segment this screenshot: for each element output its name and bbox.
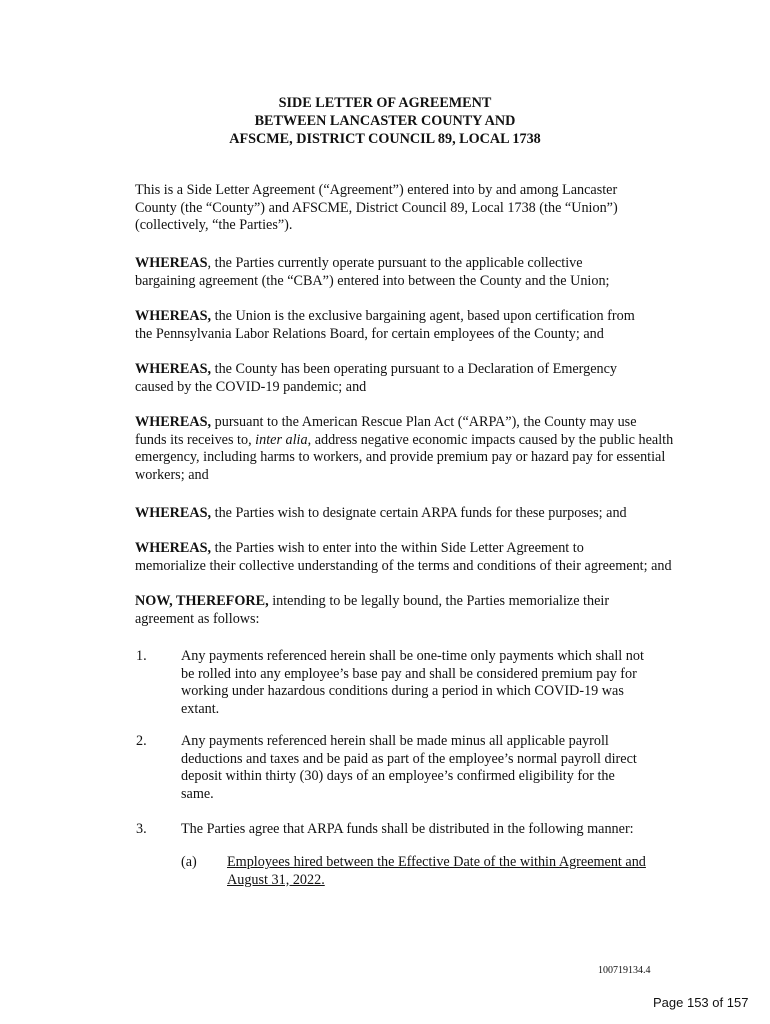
now-therefore-paragraph — [62, 593, 755, 628]
paragraph-lead: WHEREAS, — [135, 361, 212, 377]
paragraph-italic: inter alia — [255, 431, 308, 448]
paragraph-text: the Parties wish to designate certain ARPA funds for these purposes; and — [211, 505, 627, 521]
page-number: Page 153 of 157 — [653, 995, 749, 1010]
document-id: 100719134.4 — [598, 965, 651, 976]
intro-paragraph — [62, 182, 755, 235]
item-text: Any payments referenced herein shall be made minus all applicable payroll deductions and taxes and be paid as part of the employee’s normal payroll direct deposit within thirty (30) days of an employee’s confirmed eligibility for the same. — [181, 733, 637, 802]
item-number: 3. — [136, 821, 147, 837]
whereas-paragraph — [62, 308, 755, 343]
paragraph-text: This is a Side Letter Agreement (“Agreement”) entered into by and among Lancaster County (the “County”) and AFSCME, District Council 89, Local 1738 (the “Union”) (collectively, “the Parties”). — [135, 182, 618, 234]
paragraph-lead: WHEREAS, — [135, 505, 212, 521]
paragraph-text: intending to be legally bound, the Parties memorialize their agreement as follows: — [135, 593, 610, 627]
item-text: The Parties agree that ARPA funds shall be distributed in the following manner: — [181, 821, 634, 837]
item-text: Any payments referenced herein shall be one-time only payments which shall not be rolled into any employee’s base pay and shall be considered premium pay for working under hazardous conditions during a period in which COVID-19 was extant. — [181, 648, 644, 717]
paragraph-text: , the Parties currently operate pursuant to the applicable collective bargaining agreement (the “CBA”) entered into between the County and the Union; — [135, 255, 610, 289]
sub-item-label: (a) — [181, 854, 197, 870]
paragraph-text: , address negative economic impacts caused by the public health emergency, including harms to workers, and provide premium pay or hazard pay for essential workers; and — [135, 431, 674, 483]
paragraph-text: the Union is the exclusive bargaining agent, based upon certification from the Pennsylvania Labor Relations Board, for certain employees of the County; and — [135, 308, 635, 342]
whereas-paragraph — [62, 414, 755, 484]
paragraph-lead: WHEREAS, — [135, 414, 212, 430]
whereas-paragraph — [62, 540, 755, 575]
document-title: SIDE LETTER OF AGREEMENT BETWEEN LANCASTER COUNTY AND AFSCME, DISTRICT COUNCIL 89, LOCAL 1738 — [229, 95, 541, 147]
paragraph-text: the Parties wish to enter into the within Side Letter Agreement to memorialize their collective understanding of the terms and conditions of their agreement; and — [135, 540, 672, 574]
item-number: 1. — [136, 648, 147, 664]
whereas-paragraph — [62, 505, 755, 523]
item-number: 2. — [136, 733, 147, 749]
paragraph-lead: WHEREAS, — [135, 308, 212, 324]
whereas-paragraph — [62, 361, 755, 396]
paragraph-text: pursuant to the American Rescue Plan Act (“ARPA”), the County may use funds its receives to, — [135, 414, 637, 448]
sub-item-text: Employees hired between the Effective Date of the within Agreement and August 31, 2022. — [227, 854, 646, 888]
paragraph-lead: NOW, THEREFORE, — [135, 593, 269, 609]
paragraph-lead: WHEREAS — [135, 255, 208, 271]
paragraph-text: the County has been operating pursuant to a Declaration of Emergency caused by the COVID-19 pandemic; and — [135, 361, 618, 395]
paragraph-lead: WHEREAS, — [135, 540, 212, 556]
whereas-paragraph — [62, 255, 755, 290]
